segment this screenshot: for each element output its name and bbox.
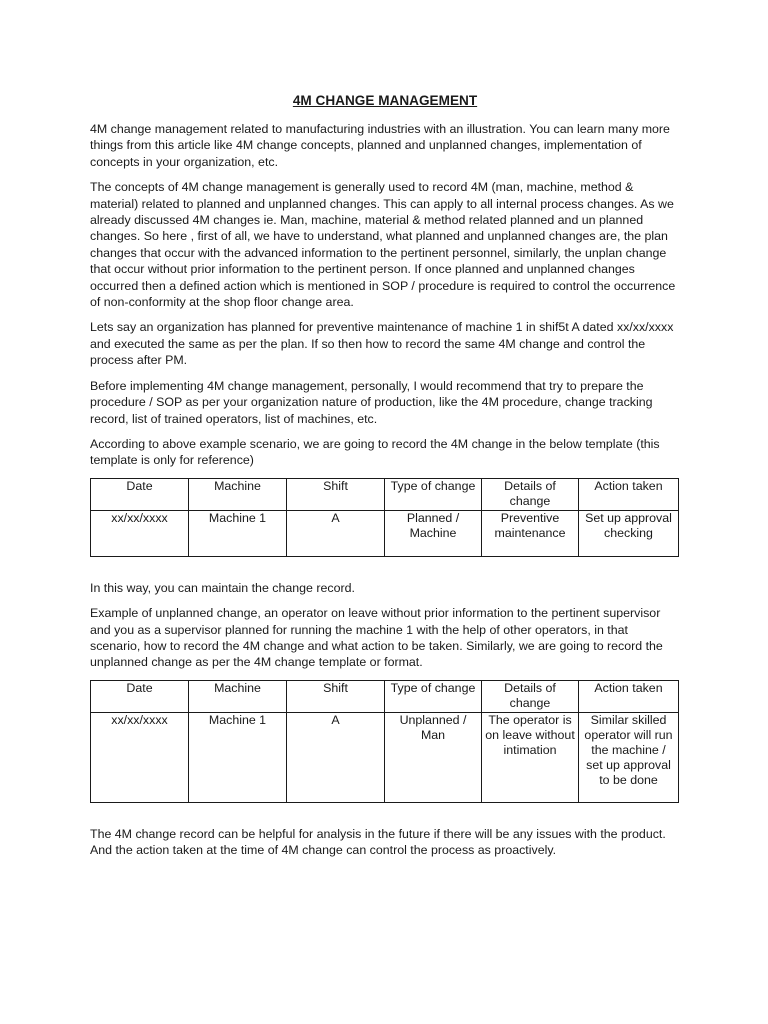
concepts-paragraph: The concepts of 4M change management is generally used to record 4M (man, machine, method & material) related to planned and unplanned changes. This can apply to all internal process changes. As we already discussed 4M changes ie. Man, machine, material & method related planned and un planned changes. So here , first of all, we have to understand, what planned and unplanned changes are, the plan changes that occur with the advanced information to the pertinent personnel, similarly, the unplan change that occur without prior information to the pertinent person. If once planned and unplanned changes occurred then a defined action which is mentioned in SOP / procedure is required to control the occurrence of non-conformity at the shop floor change area. xyxy=(90,180,676,310)
header-machine: Machine xyxy=(189,478,287,510)
cell-details-of-change: The operator is on leave without intimation xyxy=(482,712,579,802)
cell-machine: Machine 1 xyxy=(189,712,287,802)
cell-shift: A xyxy=(287,510,385,556)
header-shift: Shift xyxy=(287,478,385,510)
header-type-of-change: Type of change xyxy=(385,680,482,712)
planned-change-table xyxy=(90,478,679,557)
cell-type-of-change: Unplanned / Man xyxy=(385,712,482,802)
table-header-row xyxy=(91,680,679,712)
header-action-taken: Action taken xyxy=(579,680,679,712)
header-machine: Machine xyxy=(189,680,287,712)
header-date: Date xyxy=(91,478,189,510)
example-paragraph: Lets say an organization has planned for preventive maintenance of machine 1 in shif5t A dated xx/xx/xxxx and executed the same as per the plan. If so then how to record the same 4M change and control the process after PM. xyxy=(90,320,674,368)
cell-shift: A xyxy=(287,712,385,802)
header-details-of-change: Details of change xyxy=(482,680,579,712)
header-action-taken: Action taken xyxy=(579,478,679,510)
maintain-record-paragraph: In this way, you can maintain the change record. xyxy=(90,580,355,595)
document-title: 4M CHANGE MANAGEMENT xyxy=(292,93,478,108)
cell-date: xx/xx/xxxx xyxy=(91,510,189,556)
table-row xyxy=(91,510,679,556)
header-type-of-change: Type of change xyxy=(385,478,482,510)
header-details-of-change: Details of change xyxy=(482,478,579,510)
recommendation-paragraph: Before implementing 4M change management, personally, I would recommend that try to prepare the procedure / SOP as per your organization nature of production, like the 4M procedure, change tracking record, list of trained operators, list of machines, etc. xyxy=(90,378,653,426)
intro-paragraph: 4M change management related to manufacturing industries with an illustration. You can learn many more things from this article like 4M change concepts, planned and unplanned changes, implementation of concepts in your organization, etc. xyxy=(90,122,670,169)
unplanned-change-table xyxy=(90,680,679,803)
cell-action-taken: Set up approval checking xyxy=(579,510,679,556)
table-row xyxy=(91,712,679,802)
table-header-row xyxy=(91,478,679,510)
cell-machine: Machine 1 xyxy=(189,510,287,556)
header-shift: Shift xyxy=(287,680,385,712)
template-intro-paragraph: According to above example scenario, we are going to record the 4M change in the below template (this template is only for reference) xyxy=(90,436,660,468)
header-date: Date xyxy=(91,680,189,712)
cell-date: xx/xx/xxxx xyxy=(91,712,189,802)
conclusion-paragraph: The 4M change record can be helpful for analysis in the future if there will be any issues with the product. And the action taken at the time of 4M change can control the process as proactively. xyxy=(90,826,666,858)
document-page xyxy=(90,92,680,868)
cell-details-of-change: Preventive maintenance xyxy=(482,510,579,556)
cell-action-taken: Similar skilled operator will run the machine / set up approval to be done xyxy=(579,712,679,802)
unplanned-example-paragraph: Example of unplanned change, an operator on leave without prior information to the pertinent supervisor and you as a supervisor planned for running the machine 1 with the help of other operators, in that scenario, how to record the 4M change and what action to be taken. Similarly, we are going to record the unplanned change as per the 4M change template or format. xyxy=(90,606,663,670)
cell-type-of-change: Planned / Machine xyxy=(385,510,482,556)
